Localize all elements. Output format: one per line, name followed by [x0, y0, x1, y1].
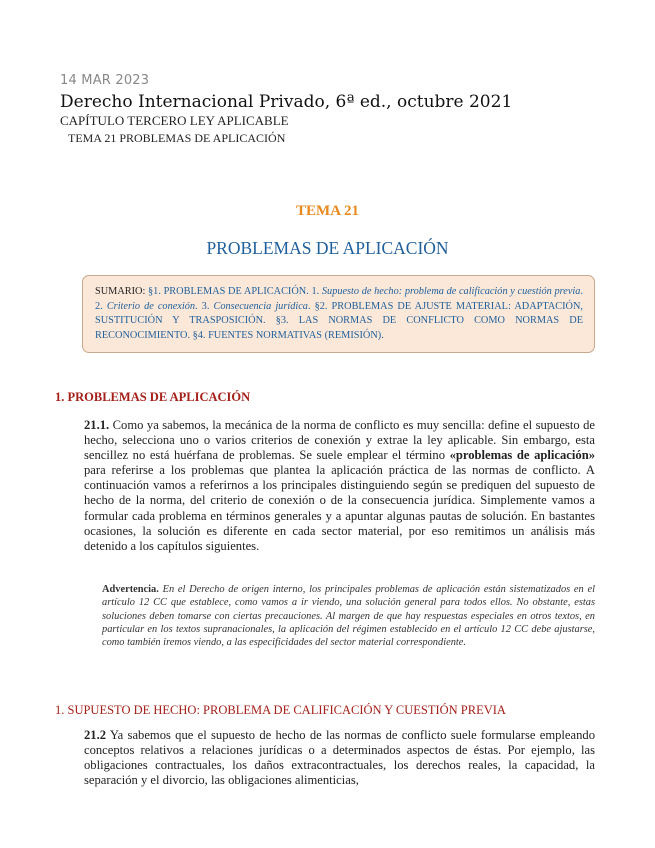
document-date: 14 MAR 2023 — [60, 73, 150, 88]
paragraph-bold-term: «problemas de aplicación» — [449, 448, 595, 463]
paragraph-21-1 — [84, 418, 595, 554]
breadcrumb-tema: TEMA 21 PROBLEMAS DE APLICACIÓN — [68, 131, 286, 145]
warning-note — [102, 583, 595, 649]
summary-text-2: . 2. — [95, 286, 584, 312]
chapter-heading: CAPÍTULO TERCERO LEY APLICABLE — [60, 113, 289, 128]
subsection-heading: 1. SUPUESTO DE HECHO: PROBLEMA DE CALIFICACIÓN Y CUESTIÓN PREVIA — [55, 703, 506, 717]
summary-link-consecuencia[interactable]: Consecuencia jurídica — [213, 300, 308, 312]
warning-label: Advertencia. — [102, 584, 159, 595]
summary-text-3: . 3. — [195, 300, 214, 312]
paragraph-text: Ya sabemos que el supuesto de hecho de las normas de conflicto suele formularse empleando conceptos relativos a relaciones jurídicas o a determinados aspectos de éstas. Por ejemplo, las obligaciones contractuales, los daños extracontractuales, los derechos reales, la capacidad, la separación y el divorcio, las obligaciones alimenticias, — [84, 728, 595, 788]
summary-label: SUMARIO: — [95, 286, 146, 297]
paragraph-21-2 — [84, 728, 595, 788]
tema-number: TEMA 21 — [296, 203, 359, 219]
summary-text-4: . §2. PROBLEMAS DE AJUSTE MATERIAL: ADAPTACIÓN, SUSTITUCIÓN Y TRASPOSICIÓN. §3. LAS NORMAS DE CONFLICTO COMO NORMAS DE RECONOCIMIENTO. §4. FUENTES NORMATIVAS (REMISIÓN). — [95, 300, 583, 341]
paragraph-number: 21.1. — [84, 418, 110, 432]
paragraph-text: Como ya sabemos, la mecánica de la norma de conflicto es muy sencilla: define el supuesto de hecho, selecciona uno o varios criterios de conexión y extrae la ley aplicable. Sin embargo, esta sencillez no está huérfana de problemas. Se suele emplear el término — [84, 418, 595, 463]
paragraph-text-cont: para referirse a los problemas que plantea la aplicación práctica de las normas de conflicto. A continuación vamos a referirnos a los principales distinguiendo según se prediquen del supuesto de hecho de la norma, del criterio de conexión o de la consecuencia jurídica. Simplemente vamos a formular cada problema en términos generales y a apuntar algunas pautas de solución. En bastantes ocasiones, la solución es diferente en cada sector material, por eso remitimos un análisis más detenido a los capítulos siguientes. — [84, 463, 595, 553]
summary-link-criterio[interactable]: Criterio de conexión — [106, 300, 196, 312]
warning-text: En el Derecho de origen interno, los principales problemas de aplicación están sistematizados en el artículo 12 CC que establece, como vamos a ir viendo, una solución general para todos ellos. No obstante, estas soluciones deben tomarse con ciertas precauciones. Al margen de que hay respuestas especiales en otros textos, en particular en los textos supranacionales, la aplicación del régimen establecido en el artículo 12 CC debe ajustarse, como también iremos viendo, a las especificidades del sector material correspondiente. — [102, 584, 595, 649]
tema-title: PROBLEMAS DE APLICACIÓN — [206, 238, 449, 258]
summary-box — [82, 275, 595, 353]
summary-text-1: §1. PROBLEMAS DE APLICACIÓN. 1. — [145, 286, 322, 297]
book-title: Derecho Internacional Privado, 6ª ed., octubre 2021 — [60, 92, 513, 112]
paragraph-number: 21.2 — [84, 728, 107, 742]
section-heading: 1. PROBLEMAS DE APLICACIÓN — [55, 390, 251, 404]
summary-link-supuesto[interactable]: Supuesto de hecho: problema de calificación y cuestión previa — [321, 286, 581, 297]
